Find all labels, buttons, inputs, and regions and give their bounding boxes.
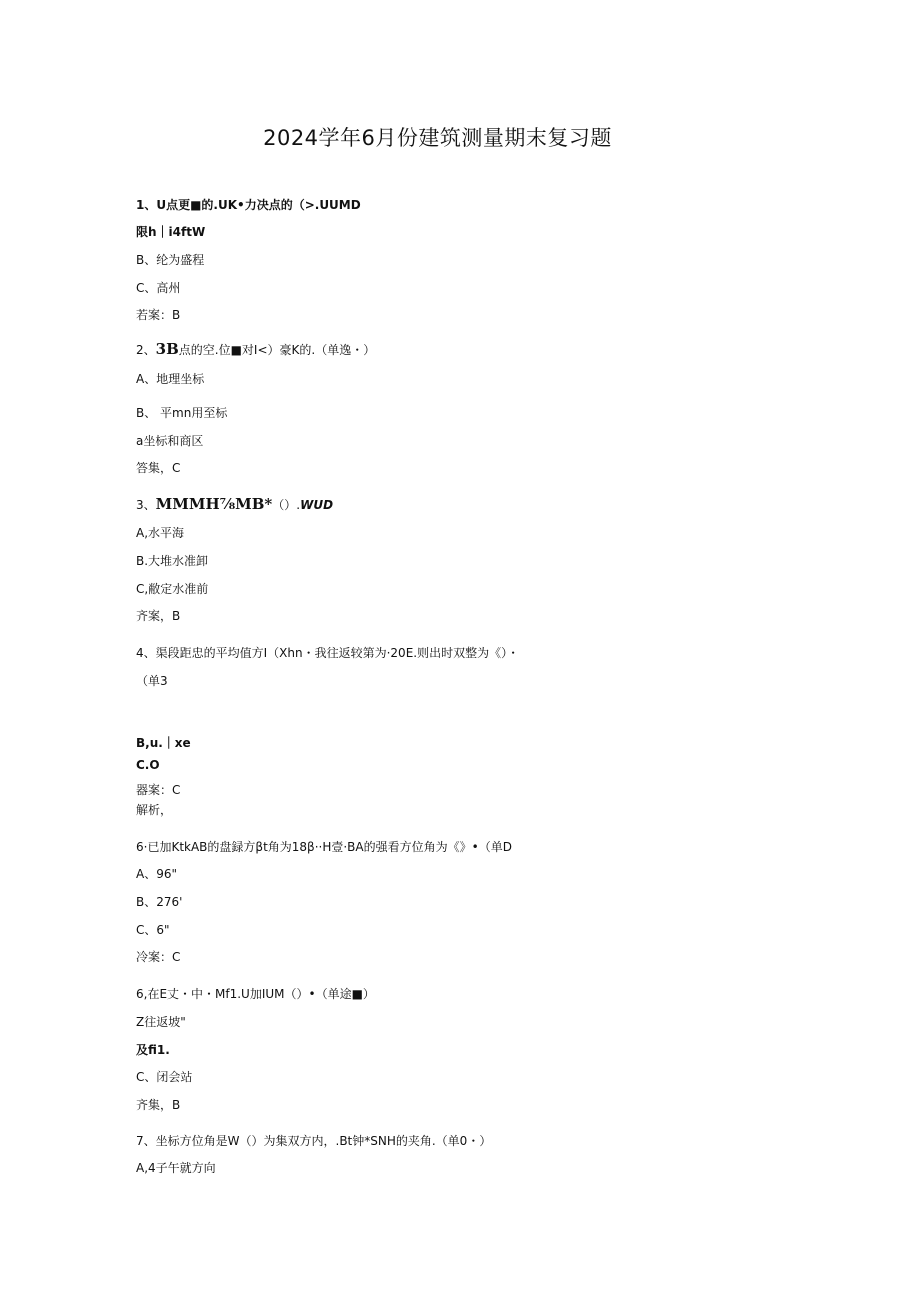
question-5-option-c: C、6" — [136, 923, 170, 937]
question-3-italic-fragment: WUD — [300, 498, 334, 512]
question-2-stem-rest: 点的空.位■对I<）豪K的.（单逸・） — [178, 343, 376, 357]
question-4-stem-continued: （单3 — [136, 674, 168, 688]
document-title: 2024学年6月份建筑测量期末复习题 — [263, 126, 612, 150]
question-2-stem — [136, 341, 375, 358]
question-4-stem: 4、渠段距忠的平均值方I（Xhn・我往返较第为·20E.则出时双整为《）・ — [136, 646, 520, 660]
question-6-option-b: 及fi1. — [136, 1043, 170, 1057]
question-3-option-b: B.大堆水准卸 — [136, 554, 209, 568]
question-5-option-b: B、276' — [136, 895, 183, 909]
question-6-option-c: C、闭会站 — [136, 1070, 193, 1084]
question-6-answer: 齐集，B — [136, 1098, 181, 1112]
question-6-stem: 6,在E丈・中・Mf1.U加IUM（）•（单途■） — [136, 987, 375, 1001]
question-2-option-c: a坐标和商区 — [136, 434, 204, 448]
question-4-option-c: C.O — [136, 758, 160, 772]
question-2-option-a: A、地理坐标 — [136, 372, 205, 386]
question-1-option-a: 限h｜i4ftW — [136, 225, 206, 239]
question-2-bold-fragment: 3B — [155, 340, 179, 358]
question-3-answer: 齐案，B — [136, 609, 181, 623]
question-3-stem — [136, 496, 333, 513]
question-7-option-a: A,4子午就方向 — [136, 1161, 216, 1175]
question-4-analysis: 解析， — [136, 803, 173, 817]
question-4-answer: 器案：C — [136, 783, 181, 797]
question-3-bold-fragment: MMMH⅞MB* — [155, 495, 273, 513]
question-3-option-c: C,敝定水准前 — [136, 582, 209, 596]
question-4-option-b: B,u.｜xe — [136, 736, 191, 750]
question-3-stem-rest: （）. — [272, 498, 301, 512]
question-1-option-b: B、纶为盛程 — [136, 253, 205, 267]
question-5-answer: 冷案：C — [136, 950, 181, 964]
question-5-option-a: A、96" — [136, 867, 177, 881]
question-5-stem: 6·已加KtkAB的盘録方βt角为18β··H壹·BA的强看方位角为《》•（单D — [136, 840, 512, 854]
question-1-answer: 若案：B — [136, 308, 181, 322]
question-6-option-a: Z往返坡" — [136, 1015, 186, 1029]
question-2-number: 2、 — [136, 343, 156, 357]
question-2-answer: 答集，C — [136, 461, 181, 475]
question-2-option-b: B、 平mn用至标 — [136, 406, 228, 420]
question-3-option-a: A,水平海 — [136, 526, 185, 540]
question-3-number: 3、 — [136, 498, 156, 512]
question-1-option-c: C、高州 — [136, 281, 181, 295]
question-7-stem: 7、坐标方位角是W（）为集双方内，.Bt钟*SNH的夹角.（单0・） — [136, 1134, 492, 1148]
question-1-stem: 1、U点更■的.UK•力决点的（>.UUMD — [136, 198, 361, 212]
